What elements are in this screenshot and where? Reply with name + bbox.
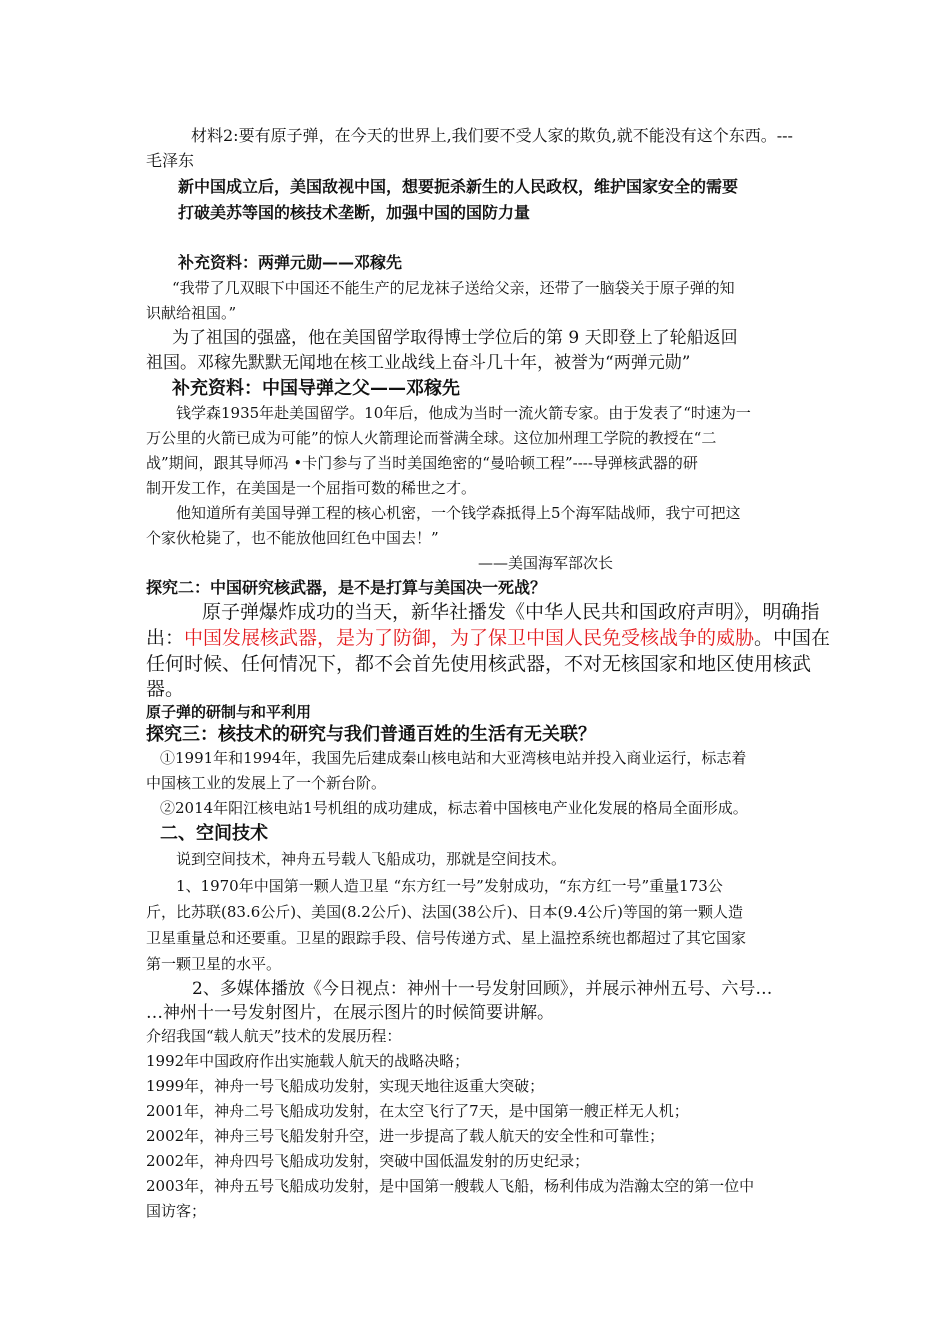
atomic-section-heading: 原子弹的研制与和平利用 [146, 703, 312, 721]
inquiry2-highlight: 中国发展核武器，是为了防御，为了保卫中国人民免受核战争的威胁 [184, 627, 755, 649]
reason-1: 新中国成立后，美国敌视中国，想要扼杀新生的人民政权，维护国家安全的需要 [178, 177, 739, 196]
inquiry3-item1-line1: ①1991年和1994年，我国先后建成秦山核电站和大亚湾核电站并投入商业运行，标志着 [160, 749, 747, 767]
material2-line2: 毛泽东 [146, 151, 195, 170]
inquiry2-heading: 探究二：中国研究核武器，是不是打算与美国决一死战？ [146, 578, 547, 597]
timeline-item: 2002年，神舟三号飞船发射升空，进一步提高了载人航天的安全性和可靠性； [146, 1127, 665, 1145]
supplement2-heading: 补充资料：中国导弹之父——邓稼先 [172, 378, 460, 399]
supplement1-quote-line2: 识献给祖国。” [146, 304, 237, 322]
inquiry2-line1: 原子弹爆炸成功的当天，新华社播发《中华人民共和国政府声明》，明确指 [202, 601, 820, 623]
timeline-tail: 国访客； [146, 1202, 207, 1220]
supplement2-p1-line1: 钱学森1935年赴美国留学。10年后，他成为当时一流火箭专家。由于发表了“时速为一 [176, 404, 751, 422]
inquiry3-item2-line1: ②2014年阳江核电站1号机组的成功建成，标志着中国核电产业化发展的格局全面形成。 [160, 799, 748, 817]
supplement2-p1-line3: 战”期间，跟其导师冯 •卡门参与了当时美国绝密的“曼哈顿工程”----导弹核武器的研 [146, 454, 698, 472]
space-p2-line1: 2、多媒体播放《今日视点：神州十一号发射回顾》，并展示神州五号、六号… [192, 979, 773, 999]
supplement1-heading: 补充资料：两弹元勋——邓稼先 [178, 253, 403, 272]
inquiry2-line3: 任何时候、任何情况下，都不会首先使用核武器，不对无核国家和地区使用核武 [146, 653, 812, 675]
space-p1-line1: 1、1970年中国第一颗人造卫星 “东方红一号”发射成功，“东方红一号”重量173公 [176, 877, 723, 895]
space-intro: 说到空间技术，神舟五号载人飞船成功，那就是空间技术。 [176, 850, 567, 868]
supplement2-p1-line2: 万公里的火箭已成为可能”的惊人火箭理论而誉满全球。这位加州理工学院的教授在“二 [146, 429, 717, 447]
inquiry2-line2-suffix: 。中国在 [754, 627, 831, 649]
inquiry3-heading: 探究三：核技术的研究与我们普通百姓的生活有无关联？ [146, 724, 596, 745]
space-p1-line3: 卫星重量总和还要重。卫星的跟踪手段、信号传递方式、星上温控系统也都超过了其它国家 [146, 929, 747, 947]
inquiry2-line4: 器。 [146, 678, 185, 700]
reason-2: 打破美苏等国的核技术垄断，加强中国的国防力量 [178, 203, 531, 222]
inquiry2-line2-prefix: 出： [146, 627, 185, 649]
supplement2-p2-line2: 个家伙枪毙了，也不能放他回红色中国去！” [146, 529, 439, 547]
space-p1-line2: 斤，比苏联(83.6公斤)、美国(8.2公斤)、法国(38公斤)、日本(9.4公斤)等国的第一颗人造 [146, 903, 744, 921]
supplement1-body-line1: 为了祖国的强盛，他在美国留学取得博士学位后的第 9 天即登上了轮船返回 [172, 328, 738, 348]
space-p2-line2: …神州十一号发射图片，在展示图片的时候简要讲解。 [146, 1003, 554, 1023]
timeline-item: 2003年，神舟五号飞船成功发射，是中国第一艘载人飞船，杨利伟成为浩瀚太空的第一位中 [146, 1177, 755, 1195]
timeline-item: 1999年，神舟一号飞船成功发射，实现天地往返重大突破； [146, 1077, 545, 1095]
supplement2-p2-line1: 他知道所有美国导弹工程的核心机密，一个钱学森抵得上5个海军陆战师，我宁可把这 [176, 504, 741, 522]
supplement1-quote-line1: “我带了几双眼下中国还不能生产的尼龙袜子送给父亲，还带了一脑袋关于原子弹的知 [172, 279, 735, 297]
supplement2-p1-line4: 制开发工作，在美国是一个屈指可数的稀世之才。 [146, 479, 477, 497]
timeline-item: 2002年，神舟四号飞船成功发射，突破中国低温发射的历史纪录； [146, 1152, 590, 1170]
inquiry2-line2 [146, 629, 830, 648]
timeline-item: 1992年中国政府作出实施载人航天的战略决略； [146, 1052, 470, 1070]
material2-line1: 材料2:要有原子弹，在今天的世界上,我们要不受人家的欺负,就不能没有这个东西。--- [191, 126, 793, 145]
space-heading: 二、空间技术 [160, 823, 268, 844]
timeline-item: 2001年，神舟二号飞船成功发射，在太空飞行了7天，是中国第一艘正样无人机； [146, 1102, 689, 1120]
space-history-intro: 介绍我国“载人航天”技术的发展历程： [146, 1027, 402, 1045]
space-p1-line4: 第一颗卫星的水平。 [146, 955, 282, 973]
supplement2-attribution: ——美国海军部次长 [478, 554, 614, 572]
supplement1-body-line2: 祖国。邓稼先默默无闻地在核工业战线上奋斗几十年，被誉为“两弹元勋” [146, 353, 691, 373]
inquiry3-item1-line2: 中国核工业的发展上了一个新台阶。 [146, 774, 387, 792]
